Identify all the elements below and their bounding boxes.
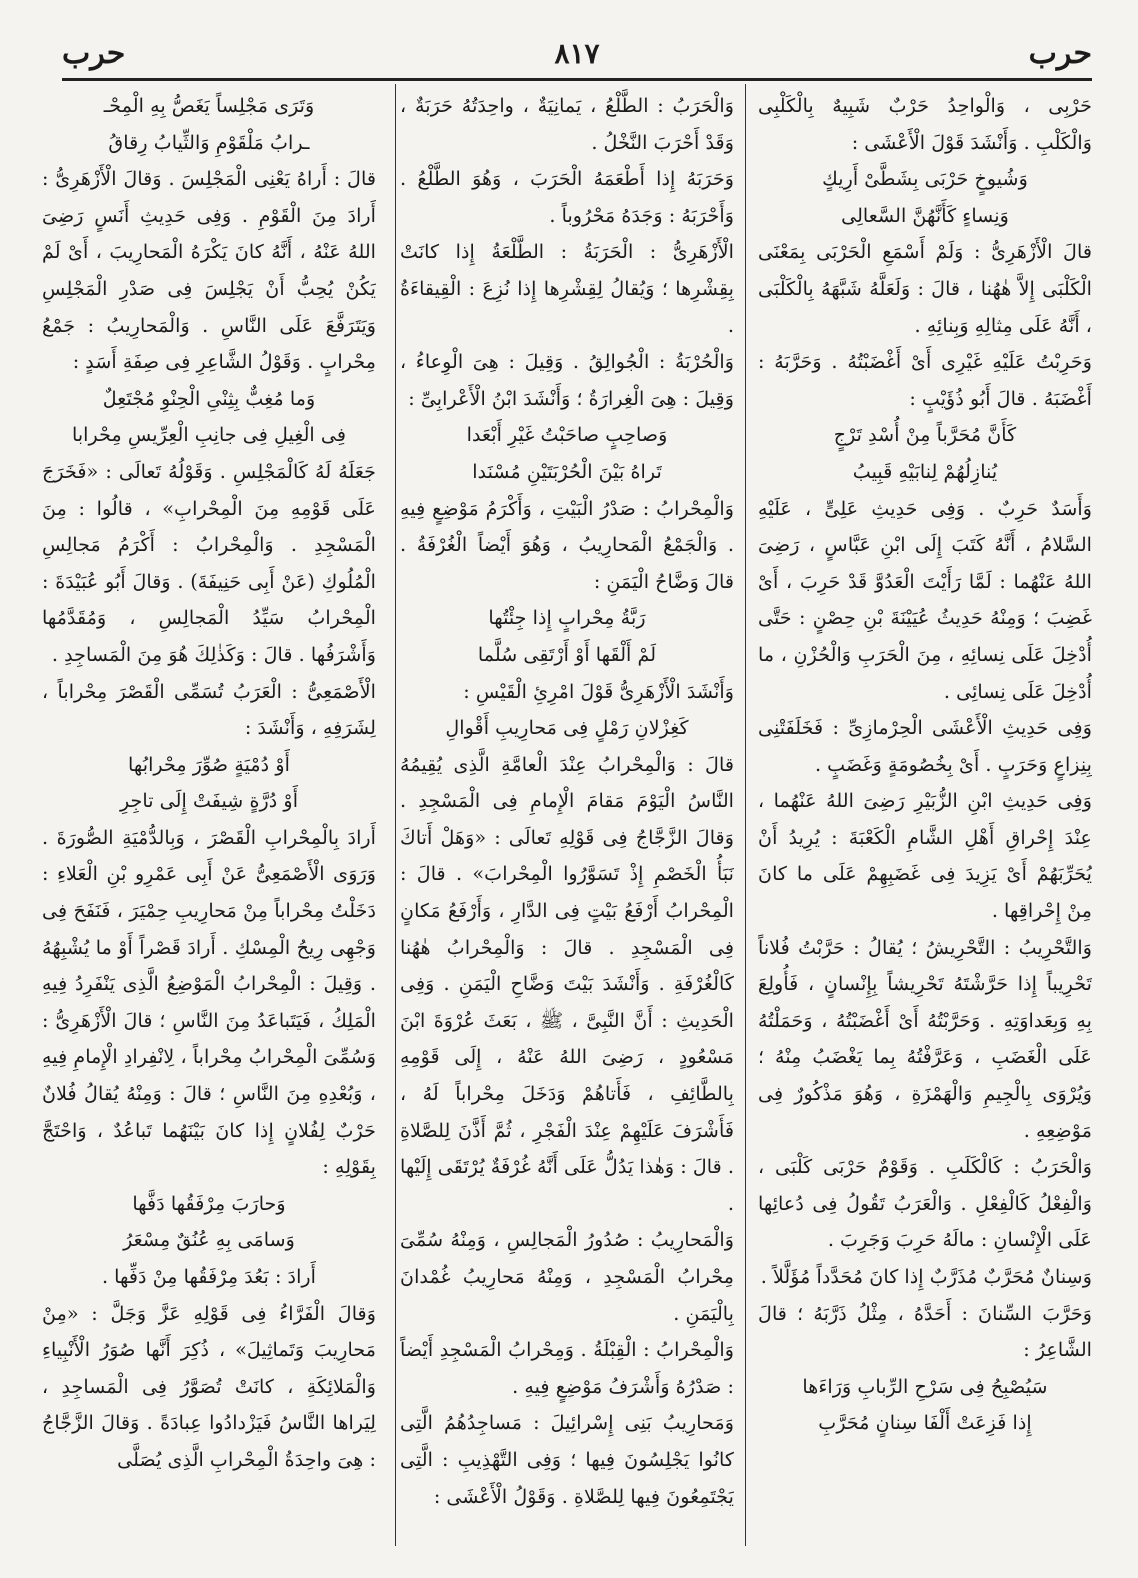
verse-line: لَمْ أَلْقَها أَوْ أَرْتَقِى سُلَّما [477, 642, 657, 666]
entry-paragraph: وَالْمَحارِيبُ : صُدُورُ الْمَجالِسِ ، وَمِنْهُ سُمِّىَ مِحْرابُ الْمَسْجِدِ ، وَمِنْهُ مَحارِيبُ غُمْدانَ بِالْيَمَنِ . [400, 1228, 734, 1325]
verse-line: وَنِساءٍ كَأَنَّهُنَّ السَّعالِى [841, 203, 1009, 227]
entry-paragraph: قالَ : وَالْمِحْرابُ عِنْدَ الْعامَّةِ الَّذِى يُقِيمُهُ النَّاسُ الْيَوْمَ مَقامَ الْإِمامِ فِى الْمَسْجِدِ . وَقالَ الزَّجَّاجُ فِى قَوْلِهِ تَعالَى : «وَهَلْ أَتاكَ نَبَأُ الْخَصْمِ إِذْ تَسَوَّرُوا الْمِحْرابَ» . قالَ : الْمِحْرابُ أَرْفَعُ بَيْتٍ فِى الدَّارِ ، وَأَرْفَعُ مَكانٍ فِى الْمَسْجِدِ . قالَ : وَالْمِحْرابُ هٰهُنا كَالْغُرْفَةِ . وَأَنْشَدَ بَيْتَ وَضَّاحِ الْيَمَنِ . وَفِى الْحَدِيثِ : أَنَّ النَّبِىَّ ، ﷺ ، بَعَثَ عُرْوَةَ ابْنَ مَسْعُودٍ ، رَضِىَ اللهُ عَنْهُ ، إِلَى قَوْمِهِ بِالطَّائِفِ ، فَأَتاهُمْ وَدَخَلَ مِحْراباً لَهُ ، فَأَشْرَفَ عَلَيْهِمْ عِنْدَ الْفَجْرِ ، ثُمَّ أَذَّنَ لِلصَّلاةِ . قالَ : وَهٰذا يَدُلُّ عَلَى أَنَّهُ غُرْفَةٌ يُرْتَقَى إِلَيْها . [400, 752, 734, 1215]
verse-line: تَراهُ بَيْنَ الْحُرْبَتَيْنِ مُسْنَدا [472, 459, 662, 483]
entry-paragraph: وَحَرِبْتُ عَلَيْهِ غَيْرِى أَىْ أَغْضَبْتُهُ . وَحَرَّبَهُ : أَغْضَبَهُ . قالَ أَبُو ذُؤَيْبٍ : [758, 350, 1092, 410]
entry-paragraph: وَحَرَّبَ السِّنانَ : أَحَدَّهُ ، مِثْلُ ذَرَّبَهُ ؛ قالَ الشَّاعِرُ : [758, 1301, 1092, 1362]
entry-paragraph: وَالْمِحْرابُ : الْقِبْلَةُ . وَمِحْرابُ الْمَسْجِدِ أَيْضاً : صَدْرُهُ وَأَشْرَفُ مَوْضِعٍ فِيهِ . [400, 1338, 734, 1398]
entry-paragraph: جَعَلَهُ لَهُ كَالْمَجْلِسِ . وَقَوْلُهُ تَعالَى : «فَخَرَجَ عَلَى قَوْمِهِ مِنَ الْمِحْرابِ» ، قالُوا : مِنَ الْمَسْجِدِ . وَالْمِحْرابُ : أَكْرَمُ مَجالِسِ الْمُلُوكِ (عَنْ أَبِى حَنِيفَةَ) . وَقالَ أَبُو عُبَيْدَةَ : الْمِحْرابُ سَيِّدُ الْمَجالِسِ ، وَمُقَدَّمُها وَأَشْرَفُها . قالَ : وَكَذٰلِكَ هُوَ مِنَ الْمَساجِدِ . [42, 459, 376, 666]
entry-paragraph: وَالْحَرَبُ : الطَّلْعُ ، يَمانِيَةٌ ، واحِدَتُهُ حَرَبَةٌ ، وَقَدْ أَحْرَبَ النَّخْلُ . [400, 94, 734, 154]
entry-paragraph: الْأَصْمَعِىُّ : الْعَرَبُ تُسَمِّى الْقَصْرَ مِحْراباً ، لِشَرَفِهِ ، وَأَنْشَدَ : [42, 679, 376, 740]
text-column-left [42, 88, 376, 1558]
verse-line: وَتَرَى مَجْلِساً يَغَصُّ بِهِ الْمِحْـ [103, 94, 315, 117]
entry-paragraph: وَفِى حَدِيثِ ابْنِ الزُّبَيْرِ رَضِىَ اللهُ عَنْهُما ، عِنْدَ إِحْراقِ أَهْلِ الشَّامِ الْكَعْبَةَ : يُرِيدُ أَنْ يُحَرِّبَهُمْ أَىْ يَزِيدَ فِى غَضَبِهِمْ عَلَى ما كانَ مِنْ إِحْراقِها . [758, 789, 1092, 923]
verse-line: إِذا فَزِعَتْ أَلْفَا سِنانٍ مُحَرَّبِ [818, 1411, 1032, 1435]
entry-paragraph: وَالْحَرَبُ : كَالْكَلَبِ . وَقَوْمٌ حَرْبَى كَلْبَى ، وَالْفِعْلُ كَالْفِعْلِ . وَالْعَرَبُ تَقُولُ فِى دُعائِها عَلَى الْإِنْسانِ : مالَهُ حَرِبَ وَجَرِبَ . [758, 1155, 1092, 1252]
verse-line: وَما مُغِبٌّ بِثِنْىِ الْحِنْوِ مُجْتَعِلٌ [102, 386, 316, 410]
verse-line: سَيُصْبِحُ فِى سَرْحِ الرِّبابِ وَرَاءَها [802, 1374, 1048, 1398]
column-divider [395, 84, 396, 1546]
verse-line: أَوْ دُرَّةٍ شِيفَتْ إِلَى تاجِرِ [119, 789, 299, 813]
running-headword-right: حرب [1028, 36, 1092, 71]
verse-line: أَوْ دُمْيَةٍ صُوِّرَ مِحْرابُها [128, 752, 290, 776]
text-column-middle [400, 88, 734, 1558]
entry-paragraph: وَفِى حَدِيثِ الْأَعْشَى الْحِرْمازِىِّ : فَخَلَفَتْنِى بِنِزاعٍ وَحَرَبٍ . أَىْ بِخُصُومَةٍ وَغَضَبٍ . [758, 716, 1092, 776]
entry-paragraph: الْأَزْهَرِىُّ : الْحَرَبَةُ : الطَّلْعَةُ إِذا كانَتْ بِقِشْرِها ؛ وَيُقالُ لِقِشْرِها إِذا نُزِعَ : الْقِيقاءَةُ . [400, 240, 734, 337]
entry-paragraph: قالَ : أَراهُ يَعْنِى الْمَجْلِسَ . وَقالَ الْأَزْهَرِىُّ : أَرادَ مِنَ الْقَوْمِ . وَفِى حَدِيثِ أَنَسٍ رَضِىَ اللهُ عَنْهُ ، أَنَّهُ كانَ يَكْرَهُ الْمَحارِيبَ ، أَىْ لَمْ يَكُنْ يُحِبُّ أَنْ يَجْلِسَ فِى صَدْرِ الْمَجْلِسِ وَيَتَرَفَّعَ عَلَى النَّاسِ . وَالْمَحارِيبُ : جَمْعُ مِحْرابٍ . وَقَوْلُ الشَّاعِرِ فِى صِفَةِ أَسَدٍ : [42, 167, 376, 374]
entry-paragraph: وَسِنانٌ مُحَرَّبٌ مُذَرَّبٌ إِذا كانَ مُحَدَّداً مُؤَلَّلاً . [760, 1265, 1092, 1288]
verse-line: فِى الْغِيلِ فِى جانِبِ الْعِرِّيسِ مِحْرابا [71, 423, 347, 447]
verse-line: وَشُيوخٍ حَرْبَى بِشَطَّىْ أَرِيكٍ [822, 167, 1028, 191]
entry-paragraph: وَأَسَدٌ حَرِبٌ . وَفِى حَدِيثِ عَلِىٍّ ، عَلَيْهِ السَّلامُ ، أَنَّهُ كَتَبَ إِلَى ابْنِ عَبَّاسٍ ، رَضِىَ اللهُ عَنْهُما : لَمَّا رَأَيْتَ الْعَدُوَّ قَدْ حَرِبَ ، أَىْ غَضِبَ ؛ وَمِنْهُ حَدِيثُ عُيَيْنَةَ بْنِ حِصْنٍ : حَتَّى أُدْخِلَ عَلَى نِسائِهِ ، مِنَ الْحَرَبِ وَالْحُزْنِ ، ما أُدْخِلَ عَلَى نِسائِى . [758, 496, 1092, 703]
page-header [62, 36, 1092, 76]
verse-line: أَرادَ : بَعُدَ مِرْفَقُها مِنْ دَفِّها . [101, 1265, 317, 1288]
header-rule [62, 78, 1092, 81]
entry-paragraph: وَقالَ الْفَرَّاءُ فِى قَوْلِهِ عَزَّ وَجَلَّ : «مِنْ مَحارِيبَ وَتَماثِيلَ» ، ذُكِرَ أَنَّها صُوَرُ الْأَنْبِياءِ وَالْمَلائِكَةِ ، كانَتْ تُصَوَّرُ فِى الْمَساجِدِ ، لِيَراها النَّاسُ فَيَزْدادُوا عِبادَةً . وَقالَ الزَّجَّاجُ : هِىَ واحِدَةُ الْمِحْرابِ الَّذِى يُصَلَّى [42, 1301, 376, 1471]
entry-paragraph: وَحَرَبَهُ إِذا أَطْعَمَهُ الْحَرَبَ ، وَهُوَ الطَّلْعُ . وَأَحْرَبَهُ : وَجَدَهُ مَحْرُوباً . [400, 167, 734, 227]
entry-paragraph: وَأَنْشَدَ الْأَزْهَرِىُّ قَوْلَ امْرِئِ الْقَيْسِ : [463, 679, 734, 703]
verse-line: يُنازِلُهُمْ لِنابَيْهِ قَبِيبُ [852, 459, 998, 483]
entry-paragraph: أَرادَ بِالْمِحْرابِ الْقَصْرَ ، وَبِالدُّمْيَةِ الصُّورَةَ . وَرَوَى الْأَصْمَعِىُّ عَنْ أَبِى عَمْرِو بْنِ الْعَلاءِ : دَخَلْتُ مِحْراباً مِنْ مَحارِيبِ حِمْيَرَ ، فَنَفَحَ فِى وَجْهِى رِيحُ الْمِسْكِ . أَرادَ قَصْراً أَوْ ما يُشْبِهُهُ . وَقِيلَ : الْمِحْرابُ الْمَوْضِعُ الَّذِى يَنْفَرِدُ فِيهِ الْمَلِكُ ، فَيَتَباعَدُ مِنَ النَّاسِ ؛ قالَ الْأَزْهَرِىُّ : وَسُمِّىَ الْمِحْرابُ مِحْراباً ، لِانْفِرادِ الْإِمامِ فِيهِ ، وَبُعْدِهِ مِنَ النَّاسِ ؛ قالَ : وَمِنْهُ يُقالُ فُلانٌ حَرْبٌ لِفُلانٍ إِذا كانَ بَيْنَهُما تَباعُدٌ ، وَاحْتَجَّ بِقَوْلِهِ : [42, 825, 376, 1179]
verse-line: وَصاحِبٍ صاحَبْتُ غَيْرِ أَبْعَدا [466, 423, 668, 447]
verse-line: كَغِزْلانِ رَمْلٍ فِى مَحارِيبِ أَقْوالِ [445, 716, 689, 740]
page-number: ٨١٧ [554, 37, 600, 70]
text-column-right [758, 88, 1092, 1558]
entry-paragraph: وَمَحارِيبُ بَنِى إِسْرائِيلَ : مَساجِدُهُمُ الَّتِى كانُوا يَجْلِسُونَ فِيها ؛ وَفِى التَّهْذِيبِ : الَّتِى يَجْتَمِعُونَ فِيها لِلصَّلاةِ . وَقَوْلُ الْأَعْشَى : [400, 1411, 734, 1508]
verse-line: ـرابُ مَلْقَوْمِ وَالثِّيابُ رِقاقُ [108, 130, 310, 154]
verse-line: رَبَّةُ مِحْرابٍ إِذا جِئْتُها [488, 606, 646, 630]
verse-line: وَحارَبَ مِرْفَقُها دَفَّها [132, 1191, 286, 1215]
column-divider [745, 84, 746, 1546]
verse-line: وَسامَى بِهِ عُنُقٌ مِسْعَرُ [123, 1228, 295, 1252]
running-headword-left: حرب [62, 36, 126, 71]
entry-paragraph: وَالْحُرْبَةُ : الْجُوالِقُ . وَقِيلَ : هِىَ الْوِعاءُ ، وَقِيلَ : هِىَ الْغِرارَةُ ؛ وَأَنْشَدَ ابْنُ الْأَعْرابِىِّ : [400, 350, 734, 410]
entry-paragraph: وَالتَّحْرِيبُ : التَّحْرِيشُ ؛ يُقالُ : حَرَّبْتُ فُلاناً تَحْرِيباً إِذا حَرَّشْتَهُ تَحْرِيشاً بِإِنْسانٍ ، فَأُولِعَ بِهِ وَبِعَداوَتِهِ . وَحَرَّبْتُهُ أَىْ أَغْضَبْتُهُ ، وَحَمَلْتُهُ عَلَى الْغَضَبِ ، وَعَرَّفْتُهُ بِما يَغْضَبُ مِنْهُ ؛ وَيُرْوَى بِالْجِيمِ وَالْهَمْزَةِ ، وَهُوَ مَذْكُورٌ فِى مَوْضِعِهِ . [758, 935, 1092, 1142]
verse-line: كَأَنَّ مُحَرَّباً مِنْ أُسْدِ تَرْجٍ [833, 423, 1017, 447]
entry-paragraph: حَرْبِى ، وَالْواحِدُ حَرْبٌ شَبِيهٌ بِالْكَلْبِى وَالْكَلْبِ . وَأَنْشَدَ قَوْلَ الْأَعْشَى : [758, 94, 1092, 154]
entry-paragraph: قالَ الْأَزْهَرِىُّ : وَلَمْ أَسْمَعِ الْحَرْبَى بِمَعْنَى الْكَلْبَى إِلاَّ هٰهُنا ، قالَ : وَلَعَلَّهُ شَبَّهَهُ بِالْكَلْبَى ، أَنَّهُ عَلَى مِثالِهِ وَبِنائِهِ . [758, 240, 1092, 337]
entry-paragraph: وَالْمِحْرابُ : صَدْرُ الْبَيْتِ ، وَأَكْرَمُ مَوْضِعٍ فِيهِ . وَالْجَمْعُ الْمَحارِيبُ ، وَهُوَ أَيْضاً الْغُرْفَةُ . قالَ وَضَّاحُ الْيَمَنِ : [400, 496, 734, 593]
